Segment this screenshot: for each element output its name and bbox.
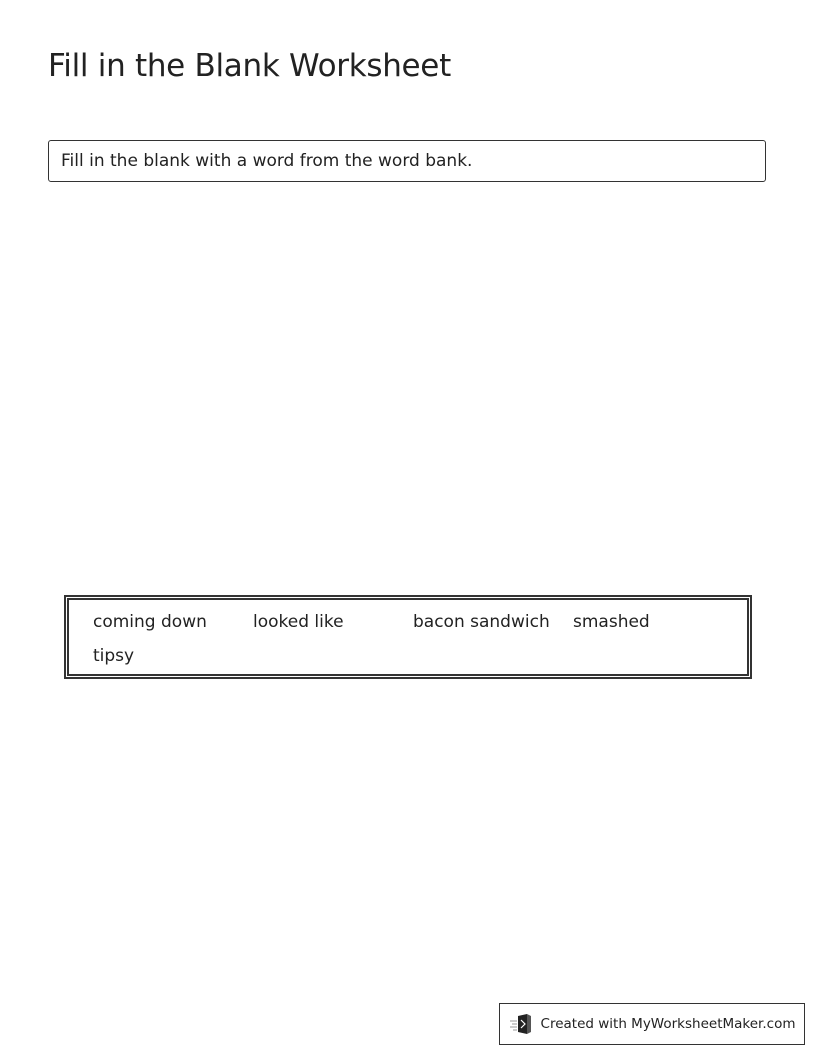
footer-text: Created with MyWorksheetMaker.com <box>540 1016 796 1032</box>
word-bank <box>64 595 752 679</box>
word-bank-item: tipsy <box>93 646 135 666</box>
footer-badge[interactable] <box>499 1003 805 1045</box>
page-title: Fill in the Blank Worksheet <box>48 48 451 84</box>
word-bank-item: coming down <box>93 612 207 632</box>
word-bank-item: looked like <box>253 612 344 632</box>
word-bank-item: bacon sandwich <box>413 612 550 632</box>
instructions-box <box>48 140 766 182</box>
myworksheetmaker-logo-icon <box>509 1013 535 1035</box>
word-bank-item: smashed <box>573 612 650 632</box>
instructions-text: Fill in the blank with a word from the word bank. <box>61 151 473 171</box>
word-bank-list <box>93 610 723 668</box>
